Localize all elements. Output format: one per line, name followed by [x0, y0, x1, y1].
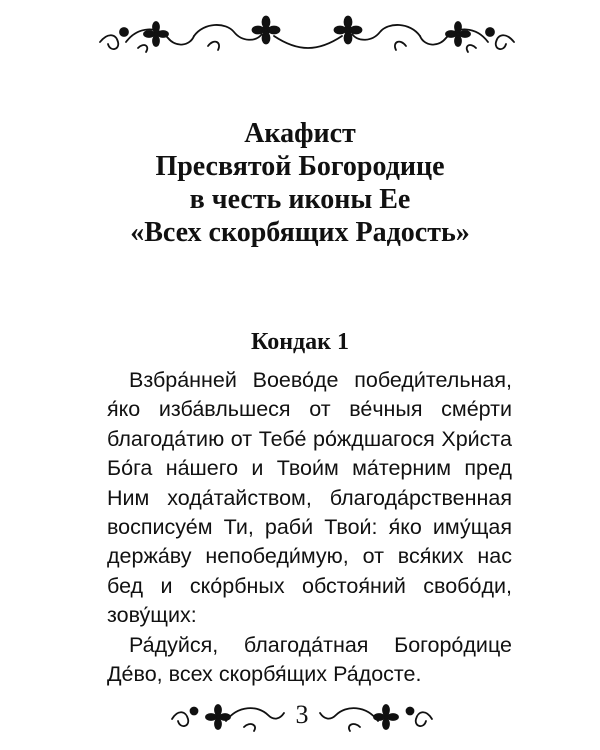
kontakion-word: Ти,: [223, 515, 254, 540]
kontakion-word: благода́тию: [107, 426, 225, 451]
title-line-1: Акафист: [244, 118, 356, 149]
kontakion-line: [107, 601, 512, 630]
kontakion-line: [107, 631, 512, 660]
kontakion-line: [107, 542, 512, 571]
kontakion-line: [107, 572, 512, 601]
kontakion-word: и: [251, 456, 264, 481]
kontakion-word: непобеди́мую,: [205, 544, 349, 569]
kontakion-line: [107, 366, 512, 395]
kontakion-text: [107, 366, 512, 689]
kontakion-word: свобо́ди,: [423, 573, 512, 598]
kontakion-word: от: [230, 426, 253, 451]
page-number: 3: [295, 700, 309, 729]
kontakion-line: [107, 513, 512, 542]
kontakion-word: Тебе́: [258, 426, 307, 451]
kontakion-word: держа́ву: [107, 544, 192, 569]
kontakion-line: [107, 454, 512, 483]
kontakion-word: от: [362, 544, 384, 569]
kontakion-word: я́ко: [388, 515, 422, 540]
kontakion-word: нас: [477, 544, 512, 569]
kontakion-word: Богоро́дице: [394, 632, 512, 657]
kontakion-word: Хри́ста: [441, 426, 512, 451]
kontakion-word: скорбя́щих: [218, 662, 328, 687]
kontakion-word: ро́ждшагося: [313, 426, 435, 451]
kontakion-word: Ра́досте.: [333, 662, 422, 687]
kontakion-word: я́ко: [107, 397, 141, 422]
kontakion-line: [107, 395, 512, 424]
kontakion-word: Де́во,: [107, 662, 163, 687]
kontakion-line: [107, 425, 512, 454]
kontakion-word: Ра́дуйся,: [129, 632, 219, 657]
kontakion-word: раби́: [264, 515, 314, 540]
kontakion-line: [107, 660, 512, 689]
top-floral-ornament-icon: [98, 12, 516, 58]
kontakion-word: благода́рственная: [329, 485, 512, 510]
kontakion-line: [107, 484, 512, 513]
kontakion-word: благода́тная: [243, 632, 369, 657]
kontakion-word: изба́вльшеся: [158, 397, 291, 422]
section-heading: Кондак 1: [250, 329, 349, 355]
kontakion-word: бед: [107, 573, 144, 598]
kontakion-word: восписуе́м: [107, 515, 213, 540]
kontakion-word: Бо́га: [107, 456, 153, 481]
kontakion-word: победи́тельная,: [354, 368, 512, 392]
kontakion-word: хода́тайством,: [167, 485, 312, 510]
title-line-2: Пресвятой Богородице: [155, 151, 445, 182]
kontakion-word: зову́щих:: [107, 603, 197, 628]
kontakion-word: Твои́:: [324, 515, 378, 540]
kontakion-word: на́шего: [165, 456, 239, 481]
page-title: [0, 117, 600, 249]
kontakion-word: Воево́де: [252, 368, 339, 392]
kontakion-word: сме́рти: [441, 397, 512, 422]
kontakion-word: всех: [168, 662, 213, 687]
kontakion-word: ве́чныя: [349, 397, 423, 422]
kontakion-word: пред: [464, 456, 512, 481]
kontakion-word: обстоя́ний: [302, 573, 406, 598]
kontakion-word: Взбра́нней: [129, 368, 237, 392]
kontakion-word: Ним: [107, 485, 150, 510]
kontakion-word: от: [309, 397, 331, 422]
kontakion-word: иму́щая: [432, 515, 512, 540]
kontakion-word: и: [160, 573, 173, 598]
title-line-4: «Всех скорбящих Радость»: [130, 217, 470, 248]
kontakion-word: ско́рбных: [189, 573, 285, 598]
kontakion-word: вся́ких: [397, 544, 464, 569]
kontakion-word: Твои́м: [276, 456, 339, 481]
kontakion-word: ма́терним: [352, 456, 452, 481]
title-line-3: в честь иконы Ее: [189, 184, 411, 215]
